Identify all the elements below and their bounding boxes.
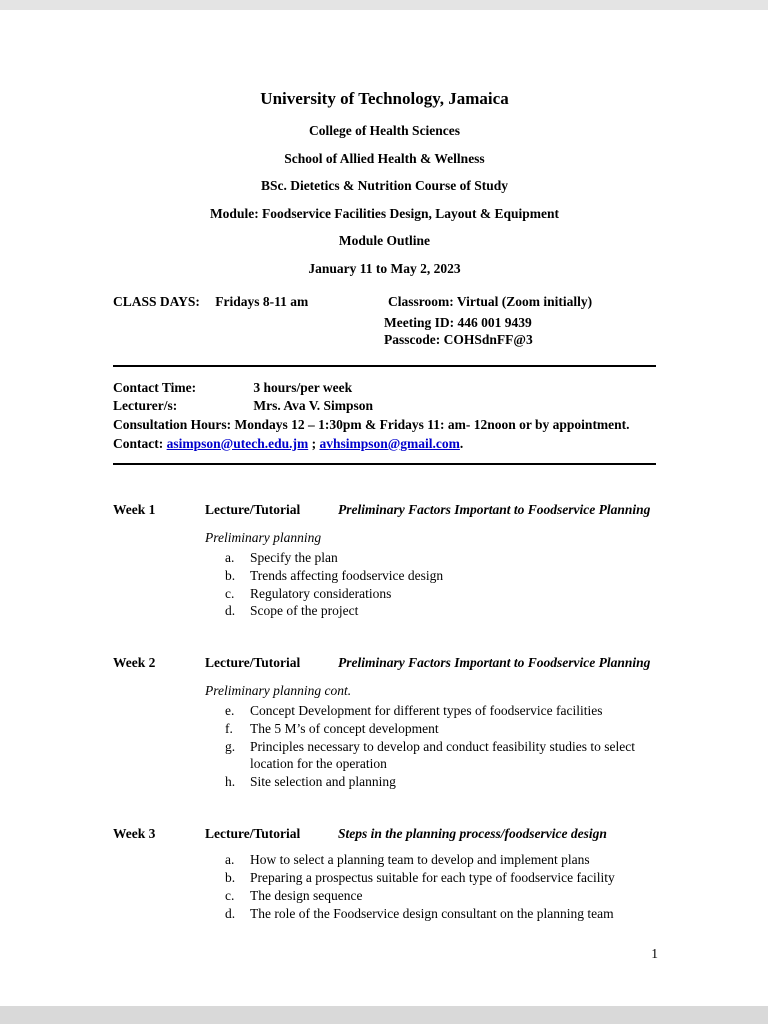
week-1-block	[113, 501, 656, 620]
list-item	[225, 869, 656, 887]
list-item	[225, 702, 656, 720]
contact-row	[113, 435, 656, 454]
list-item	[225, 602, 656, 620]
item-text: Scope of the project	[250, 603, 359, 619]
consultation-hours: Consultation Hours: Mondays 12 – 1:30pm & Fridays 11: am- 12noon or by appointment.	[113, 416, 630, 432]
week-1-label: Week 1	[113, 502, 156, 518]
week-1-heading	[113, 501, 656, 519]
week-3-topic: Steps in the planning process/foodservice design	[338, 826, 607, 842]
week-3-block	[113, 825, 656, 922]
week-1-items	[113, 549, 656, 620]
week-3-label: Week 3	[113, 826, 156, 842]
passcode: Passcode: COHSdnFF@3	[384, 331, 533, 347]
class-days-value: Fridays 8-11 am	[215, 294, 309, 310]
viewer-bottom-bar	[0, 1006, 768, 1024]
viewer-top-bar	[0, 0, 768, 10]
meeting-block	[384, 315, 656, 349]
document-content	[0, 10, 768, 922]
header-line-college: College of Health Sciences	[308, 123, 461, 139]
item-text: Regulatory considerations	[250, 585, 392, 601]
list-item	[225, 549, 656, 567]
week-2-topic: Preliminary Factors Important to Foodservice Planning	[338, 655, 651, 671]
contact-time-row	[113, 379, 656, 398]
item-marker: h.	[225, 774, 236, 790]
week-3-items	[113, 851, 656, 922]
item-marker: g.	[225, 738, 236, 754]
class-days-row	[113, 293, 656, 311]
item-marker: b.	[225, 567, 236, 583]
item-marker: c.	[225, 887, 235, 903]
contact-time-label: Contact Time:	[113, 379, 197, 395]
item-marker: d.	[225, 603, 236, 619]
item-marker: e.	[225, 702, 235, 718]
week-2-intro: Preliminary planning cont.	[205, 683, 352, 699]
week-1-type: Lecture/Tutorial	[205, 502, 301, 518]
item-text: The role of the Foodservice design consultant on the planning team	[250, 905, 614, 921]
item-text: The 5 M’s of concept development	[250, 720, 439, 736]
weeks-section	[113, 501, 656, 922]
week-1-intro: Preliminary planning	[205, 530, 322, 546]
week-2-items	[113, 702, 656, 791]
meeting-id: Meeting ID: 446 001 9439	[384, 314, 532, 330]
item-text: Preparing a prospectus suitable for each type of foodservice facility	[250, 870, 615, 886]
week-2-block	[113, 654, 656, 791]
week-2-type: Lecture/Tutorial	[205, 655, 301, 671]
list-item	[225, 887, 656, 905]
item-marker: d.	[225, 905, 236, 921]
classroom-info: Classroom: Virtual (Zoom initially)	[388, 294, 593, 310]
item-marker: a.	[225, 852, 235, 868]
class-days	[113, 293, 388, 311]
item-text: The design sequence	[250, 887, 363, 903]
document-title: University of Technology, Jamaica	[260, 89, 509, 108]
email-separator: ;	[311, 435, 317, 451]
item-text: Trends affecting foodservice design	[250, 567, 444, 583]
item-text: Principles necessary to develop and conduct feasibility studies to select location for the operation	[250, 738, 636, 772]
item-text: Site selection and planning	[250, 774, 396, 790]
contact-block	[113, 379, 656, 454]
list-item	[225, 851, 656, 869]
week-3-heading	[113, 825, 656, 843]
lecturer-value: Mrs. Ava V. Simpson	[253, 398, 374, 414]
week-2-label: Week 2	[113, 655, 156, 671]
divider-rule-top	[113, 365, 656, 367]
list-item	[225, 567, 656, 585]
lecturer-label: Lecturer/s:	[113, 398, 178, 414]
page-number: 1	[651, 946, 658, 961]
list-item	[225, 720, 656, 738]
item-marker: f.	[225, 720, 233, 736]
header-line-module: Module: Foodservice Facilities Design, Layout & Equipment	[209, 205, 560, 221]
list-item	[225, 773, 656, 791]
item-text: Concept Development for different types of foodservice facilities	[250, 702, 603, 718]
email-link-utech[interactable]: asimpson@utech.edu.jm	[166, 435, 309, 451]
lecturer-row	[113, 397, 656, 416]
item-text: How to select a planning team to develop and implement plans	[250, 852, 590, 868]
header-line-outline: Module Outline	[338, 233, 431, 249]
item-marker: a.	[225, 549, 235, 565]
contact-time-value: 3 hours/per week	[253, 379, 353, 395]
week-3-type: Lecture/Tutorial	[205, 826, 301, 842]
item-marker: c.	[225, 585, 235, 601]
header-line-school: School of Allied Health & Wellness	[284, 150, 485, 166]
divider-rule-bottom	[113, 463, 656, 465]
header-line-course: BSc. Dietetics & Nutrition Course of Study	[260, 178, 509, 194]
list-item	[225, 905, 656, 923]
contact-label: Contact:	[113, 435, 164, 451]
header-line-dates: January 11 to May 2, 2023	[308, 260, 461, 276]
contact-terminator: .	[459, 435, 464, 451]
item-marker: b.	[225, 870, 236, 886]
list-item	[225, 738, 656, 774]
list-item	[225, 585, 656, 603]
email-link-gmail[interactable]: avhsimpson@gmail.com	[319, 435, 460, 451]
class-days-label: CLASS DAYS:	[113, 294, 200, 310]
week-2-heading	[113, 654, 656, 672]
week-1-topic: Preliminary Factors Important to Foodservice Planning	[338, 502, 651, 518]
item-text: Specify the plan	[250, 549, 338, 565]
